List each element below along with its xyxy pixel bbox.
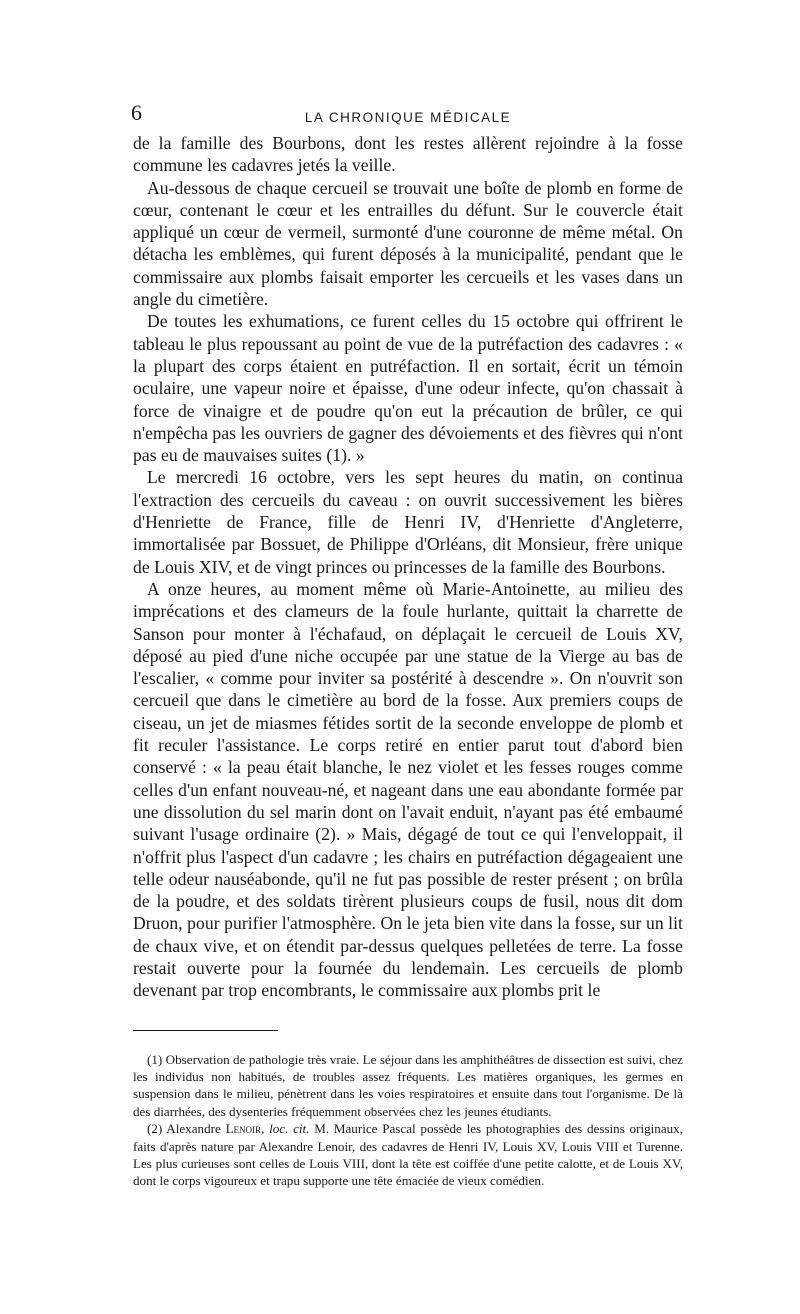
- page-number: 6: [131, 100, 142, 125]
- footnote-2-marker: (2) Alexandre: [147, 1121, 221, 1137]
- paragraph: A onze heures, au moment même où Marie-Antoinette, au milieu des imprécations et des clameurs de la foule hurlante, quittait la charrette de Sanson pour monter à l'échafaud, on déplaçait le cercueil de Louis XV, déposé au pied d'une niche occupée par une statue de la Vierge au bas de l'escalier, « comme pour inviter sa postérité à descendre ». On n'ouvrit son cercueil que dans le cimetière au bord de la fosse. Aux premiers coups de ciseau, un jet de miasmes fétides sortit de la seconde enveloppe de plomb et fit reculer l'assistance. Le corps retiré en entier parut tout d'abord bien conservé : « la peau était blanche, le nez violet et les fesses rouges comme celles d'un enfant nouveau-né, et nageant dans une eau abondante formée par une dissolution du sel marin dont on l'avait enduit, n'ayant pas été embaumé suivant l'usage ordinaire (2). » Mais, dégagé de tout ce qui l'enveloppait, il n'offrit plus l'aspect d'un cadavre ; les chairs en putréfaction dégageaient une telle odeur nauséabonde, qu'il ne fut pas possible de rester présent ; on brûla de la poudre, et des soldats tirèrent plusieurs coups de fusil, nous dit dom Druon, pour purifier l'atmosphère. On le jeta bien vite dans la fosse, sur un lit de chaux vive, et on étendit par-dessus quelques pelletées de terre. La fosse restait ouverte pour la fournée du lendemain. Les cercueils de plomb devenant par trop encombrants, le commissaire aux plombs prit le: [133, 578, 683, 1001]
- paragraph: de la famille des Bourbons, dont les restes allèrent rejoindre à la fosse commune les cadavres jetés la veille.: [133, 133, 683, 176]
- footnote-2-reference: loc. cit.: [269, 1121, 310, 1137]
- footnote-2-author: Lenoir: [225, 1121, 262, 1137]
- footnotes: [133, 1051, 683, 1190]
- footnote-1: (1) Observation de pathologie très vraie. Le séjour dans les amphithéâtres de dissection est suivi, chez les individus non habitués, de troubles assez fréquents. Les matières organiques, les germes en suspension dans le milieu, pénètrent dans les voies respiratoires et ensuite dans tout l'organisme. De là des diarrhées, des dysenteries fréquemment observées chez les jeunes étudiants.: [133, 1051, 683, 1119]
- paragraph: Le mercredi 16 octobre, vers les sept heures du matin, on continua l'extraction des cercueils du caveau : on ouvrit successivement les bières d'Henriette de France, fille de Henri IV, d'Henriette d'Angleterre, immortalisée par Bossuet, de Philippe d'Orléans, dit Monsieur, frère unique de Louis XIV, et de vingt princes ou princesses de la famille des Bourbons.: [133, 467, 683, 577]
- running-title: LA CHRONIQUE MÉDICALE: [304, 110, 512, 125]
- page-header: [133, 98, 683, 132]
- paragraph: De toutes les exhumations, ce furent celles du 15 octobre qui offrirent le tableau le plus repoussant au point de vue de la putréfaction des cadavres : « la plupart des corps étaient en putréfaction. Il en sortait, écrit un témoin oculaire, une vapeur noire et épaisse, d'une odeur infecte, qu'on chassait à force de vinaigre et de poudre qu'on eut la précaution de brûler, ce qui n'empêcha pas les ouvriers de gagner des dévoiements et des fièvres qui n'ont pas eu de mauvaises suites (1). »: [133, 311, 683, 466]
- body-text: [133, 132, 683, 1002]
- footnote-divider: [133, 1030, 278, 1031]
- footnote-2-text: M. Maurice Pascal possède les photographies des dessins originaux, faits d'après nature par Alexandre Lenoir, des cadavres de Henri IV, Louis XV, Louis VIII et Turenne. Les plus curieuses sont celles de Louis VIII, dont la tête est coiffée d'une petite calotte, et de Louis XV, dont le corps vigoureux et trapu supporte une tête émaciée de vieux comédien.: [133, 1121, 684, 1189]
- footnote-2: (2) Alexandre Lenoir, loc. cit. M. Maurice Pascal possède les photographies des dessins originaux, faits d'après nature par Alexandre Lenoir, des cadavres de Henri IV, Louis XV, Louis VIII et Turenne. Les plus curieuses sont celles de Louis VIII, dont la tête est coiffée d'une petite calotte, et de Louis XV, dont le corps vigoureux et trapu supporte une tête émaciée de vieux comédien.: [133, 1121, 684, 1189]
- document-page: [133, 98, 683, 1190]
- paragraph: Au-dessous de chaque cercueil se trouvait une boîte de plomb en forme de cœur, contenant le cœur et les entrailles du défunt. Sur le couvercle était appliqué un cœur de vermeil, surmonté d'une couronne de même métal. On détacha les emblèmes, qui furent déposés à la municipalité, pendant que le commissaire aux plombs faisait emporter les cercueils et les vases dans un angle du cimetière.: [133, 177, 683, 310]
